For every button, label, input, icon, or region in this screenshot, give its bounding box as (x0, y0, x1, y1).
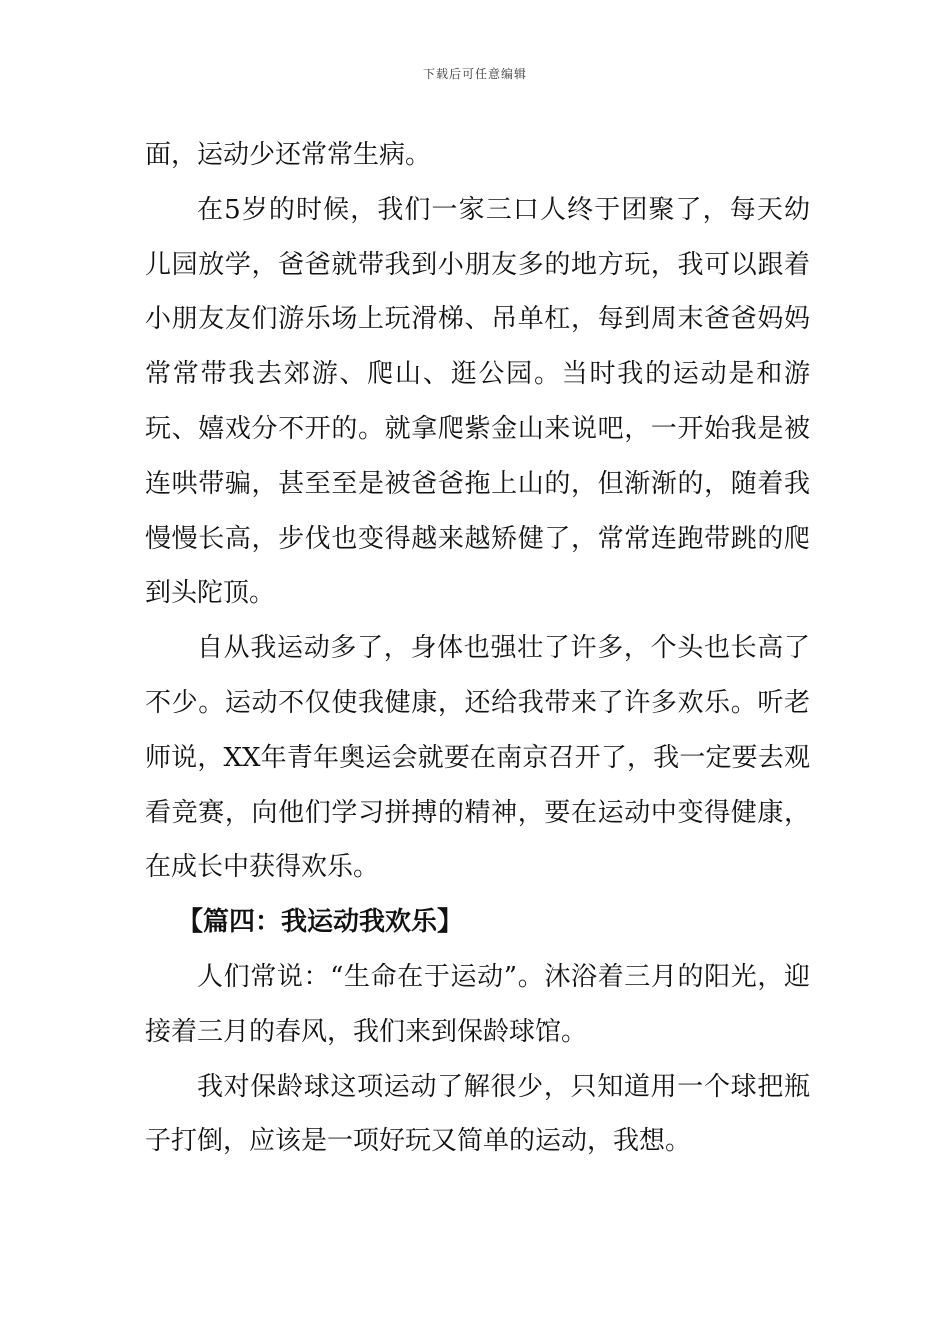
section-heading: 【篇四：我运动我欢乐】 (177, 907, 464, 938)
paragraph-bowling-thoughts: 我对保龄球这项运动了解很少，只知道用一个球把瓶子打倒，应该是一项好玩又简单的运动，我想。 (145, 1071, 810, 1157)
paragraph-childhood-sports: 在5岁的时候，我们一家三口人终于团聚了，每天幼儿园放学，爸爸就带我到小朋友多的地方玩，我可以跟着小朋友友们游乐场上玩滑梯、吊单杠，每到周末爸爸妈妈常常带我去郊游、爬山、逛公园。当时我的运动是和游玩、嬉戏分不开的。就拿爬紫金山来说吧，一开始我是被连哄带骗，甚至至是被爸爸拖上山的，但渐渐的，随着我慢慢长高，步伐也变得越来越矫健了，常常连跑带跳的爬到头陀顶。 (145, 194, 810, 609)
document-body (145, 128, 810, 1169)
paragraph-continuation: 面，运动少还常常生病。 (145, 140, 432, 170)
paragraph-health-joy: 自从我运动多了，身体也强壮了许多，个头也长高了不少。运动不仅使我健康，还给我带来了许多欢乐。听老师说，XX年青年奥运会就要在南京召开了，我一定要去观看竞赛，向他们学习拼搏的精神，要在运动中变得健康，在成长中获得欢乐。 (145, 633, 810, 883)
page-header: 下载后可任意编辑 (422, 67, 527, 81)
paragraph-bowling-intro: 人们常说：“生命在于运动”。沐浴着三月的阳光，迎接着三月的春风，我们来到保龄球馆。 (145, 961, 810, 1047)
